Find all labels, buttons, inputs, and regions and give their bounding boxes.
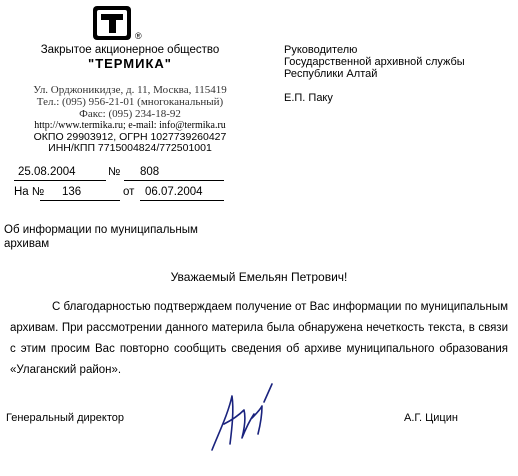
incoming-label: На №	[14, 186, 45, 198]
outgoing-number-underline	[124, 180, 224, 181]
company-fax: Факс: (095) 234-18-92	[79, 108, 181, 120]
recipient-line-1: Руководителю	[284, 44, 358, 56]
incoming-from-label: от	[123, 186, 135, 198]
logo-t-stem	[109, 19, 116, 33]
company-web: http://www.termika.ru; e-mail: info@termika.ru	[34, 120, 226, 131]
signature-stroke-1	[212, 396, 233, 450]
company-type: Закрытое акционерное общество	[40, 44, 220, 56]
salutation: Уважаемый Емельян Петрович!	[170, 270, 348, 284]
company-name: "ТЕРМИКА"	[88, 56, 172, 71]
outgoing-number: 808	[140, 166, 160, 178]
signature-stroke-3	[252, 406, 262, 434]
outgoing-date-underline	[14, 180, 106, 181]
outgoing-number-label: №	[108, 166, 121, 178]
incoming-number: 136	[62, 186, 82, 198]
signature-stroke-2	[224, 410, 254, 438]
company-address: Ул. Орджоникидзе, д. 11, Москва, 115419	[33, 84, 227, 96]
company-okpo: ОКПО 29903912, ОГРН 1027739260427	[33, 131, 227, 143]
subject-line-1: Об информации по муниципальным	[4, 224, 198, 236]
signatory-name: А.Г. Цицин	[404, 412, 458, 424]
signatory-title: Генеральный директор	[6, 412, 124, 424]
recipient-line-3: Республики Алтай	[284, 68, 378, 80]
signature-stroke-4	[264, 384, 272, 402]
incoming-date: 06.07.2004	[145, 186, 203, 198]
registered-mark-icon: ®	[135, 31, 142, 41]
recipient-name: Е.П. Паку	[284, 92, 333, 104]
incoming-number-underline	[40, 200, 120, 201]
recipient-line-2: Государственной архивной службы	[284, 56, 465, 68]
letter-body-text: С благодарностью подтверждаем получение от Вас информации по муниципальным архивам. При рассмотрении данного материла была обнаружена нечеткость текста, в связи с этим просим Вас повторно сообщить сведения об архиве муниципального образования «Улаганский район».	[10, 301, 508, 376]
company-logo	[93, 6, 131, 40]
subject-line-2: архивам	[4, 238, 50, 250]
company-inn: ИНН/КПП 7715004824/772501001	[48, 142, 212, 154]
incoming-date-underline	[140, 200, 224, 201]
letter-body	[10, 297, 508, 381]
handwritten-signature	[206, 380, 286, 460]
outgoing-date: 25.08.2004	[18, 166, 76, 178]
company-phone: Тел.: (095) 956-21-01 (многоканальный)	[36, 96, 224, 108]
